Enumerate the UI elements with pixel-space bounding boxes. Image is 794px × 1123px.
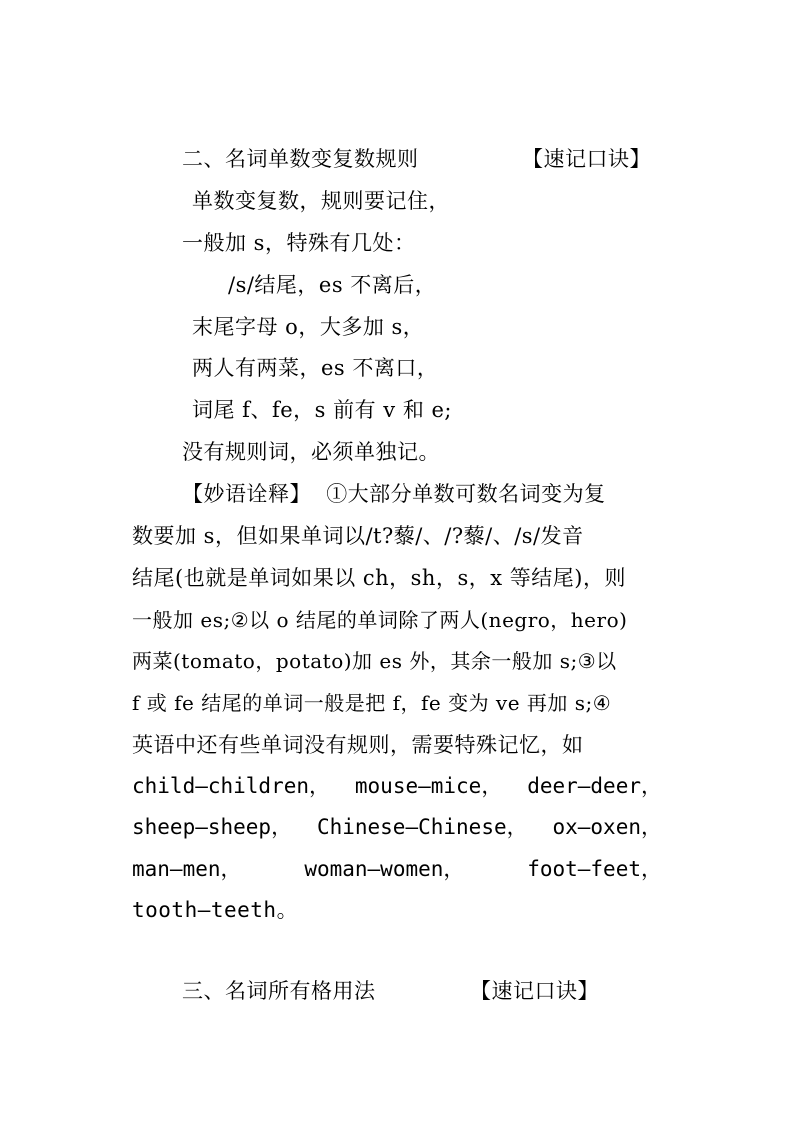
explain-line-7: 英语中还有些单词没有规则，需要特殊记忆，如 (132, 733, 584, 757)
explain-tag: 【妙语诠释】 (182, 482, 311, 506)
section2-tag: 【速记口诀】 (522, 147, 651, 171)
explain-first-line (182, 479, 606, 509)
example-last: tooth—teeth。 (132, 898, 299, 922)
example-row-1 (132, 771, 662, 801)
section3-tag: 【速记口诀】 (470, 979, 599, 1003)
example-item: woman—women， (304, 857, 465, 881)
explain-line-2: 数要加 s，但如果单词以/t?藜/、/?藜/、/s/发音 (132, 524, 584, 548)
explain-line-1: ①大部分单数可数名词变为复 (326, 482, 606, 506)
explain-line-6: f 或 fe 结尾的单词一般是把 f，fe 变为 ve 再加 s;④ (132, 691, 612, 715)
explain-line-5: 两菜(tomato，potato)加 es 外，其余一般加 s;③以 (132, 649, 617, 673)
rhyme-line-7: 没有规则词，必须单独记。 (182, 440, 440, 464)
explain-line-4: 一般加 es;②以 o 结尾的单词除了两人(negro，hero) (132, 608, 628, 632)
example-item: sheep—sheep， (132, 815, 293, 839)
example-item: Chinese—Chinese， (316, 815, 528, 839)
rhyme-line-5: 两人有两菜，es 不离口， (192, 356, 439, 380)
rhyme-line-6: 词尾 f、fe，s 前有 v 和 e; (192, 398, 452, 422)
section2-title: 二、名词单数变复数规则 (182, 147, 419, 171)
rhyme-line-2: 一般加 s，特殊有几处： (182, 231, 416, 255)
rhyme-line-1: 单数变复数，规则要记住， (192, 189, 450, 213)
example-item: mouse—mice， (354, 774, 503, 798)
example-row-2 (132, 812, 662, 842)
example-item: man—men， (132, 857, 242, 881)
example-item: foot—feet， (527, 857, 662, 881)
section2-heading (182, 144, 419, 174)
example-item: child—children， (132, 774, 331, 798)
explain-line-3: 结尾(也就是单词如果以 ch，sh，s，x 等结尾)，则 (132, 566, 626, 590)
rhyme-line-3: /s/结尾，es 不离后， (228, 273, 437, 297)
section3-heading: 三、名词所有格用法 (182, 979, 376, 1003)
example-row-3 (132, 854, 662, 884)
example-item: deer—deer， (527, 774, 662, 798)
example-item: ox—oxen， (552, 815, 662, 839)
rhyme-line-4: 末尾字母 o，大多加 s， (192, 315, 425, 339)
